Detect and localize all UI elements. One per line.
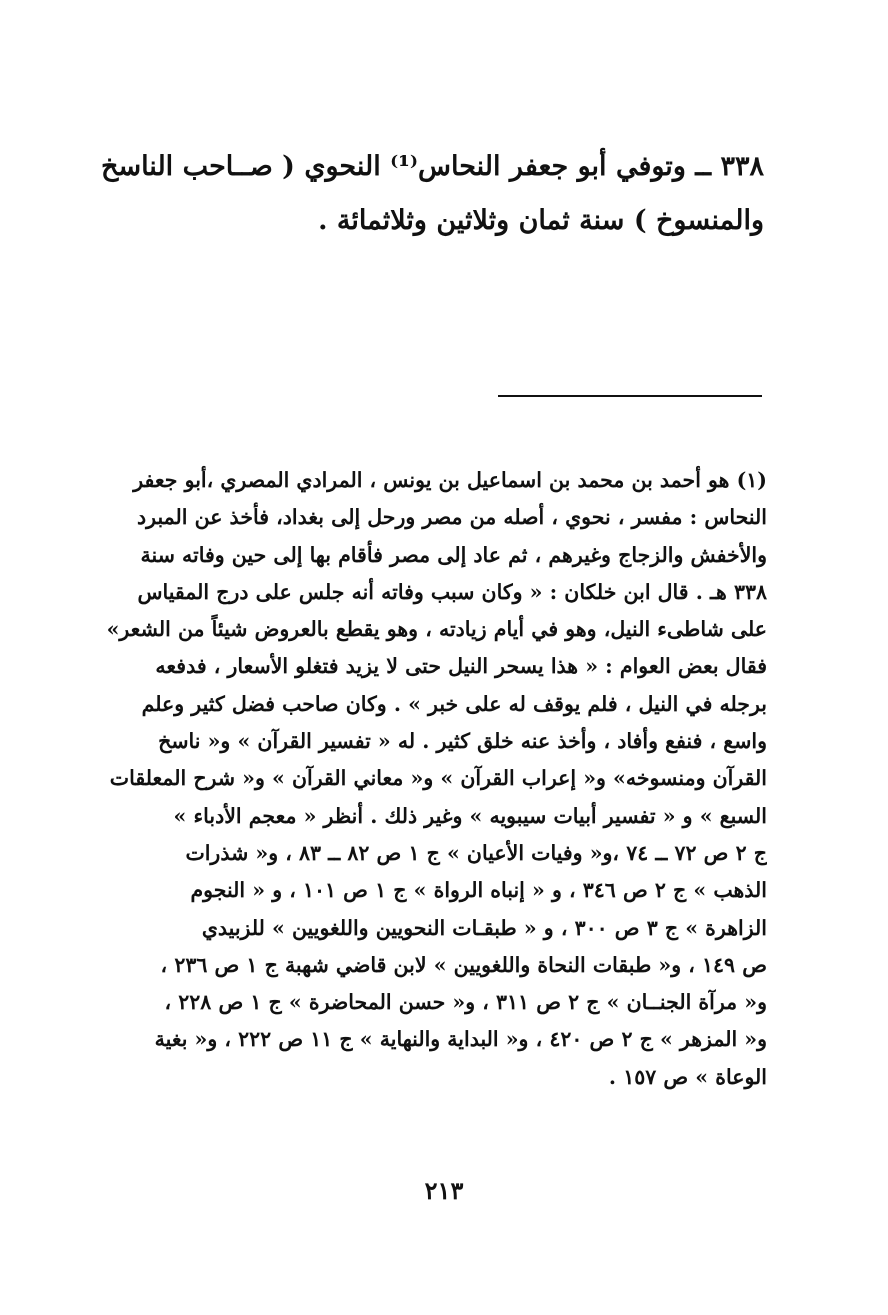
footnote-line: القرآن ومنسوخه» و« إعراب القرآن » و« معاني القرآن » و« شرح المعلقات bbox=[109, 766, 767, 791]
footnote-line: النحاس : مفسر ، نحوي ، أصله من مصر ورحل إلى بغداد، فأخذ عن المبرد bbox=[137, 505, 767, 530]
footnote-line: ص ١٤٩ ، و« طبقات النحاة واللغويين » لابن قاضي شهبة ج ١ ص ٢٣٦ ، bbox=[160, 952, 767, 977]
footnote-line: و« المزهر » ج ٢ ص ٤٢٠ ، و« البداية والنهاية » ج ١١ ص ٢٢٢ ، و« بغية bbox=[154, 1027, 767, 1052]
footnote-line: على شاطىء النيل، وهو في أيام زيادته ، وهو يقطع بالعروض شيئاً من الشعر» bbox=[106, 617, 767, 642]
page-number: ٢١٣ bbox=[424, 1176, 464, 1205]
footnote-line: فقال بعض العوام : « هذا يسحر النيل حتى لا يزيد فتغلو الأسعار ، فدفعه bbox=[155, 654, 767, 679]
footnote-line: الوعاة » ص ١٥٧ . bbox=[608, 1064, 767, 1089]
main-entry-line: والمنسوخ ) سنة ثمان وثلاثين وثلاثمائة . bbox=[318, 205, 764, 236]
footnote-line: واسع ، فنفع وأفاد ، وأخذ عنه خلق كثير . له « تفسير القرآن » و« ناسخ bbox=[158, 729, 767, 754]
footnote-block bbox=[95, 462, 767, 1096]
footnote-line: والأخفش والزجاج وغيرهم ، ثم عاد إلى مصر فأقام بها إلى حين وفاته سنة bbox=[140, 542, 767, 567]
footnote-line: الذهب » ج ٢ ص ٣٤٦ ، و « إنباه الرواة » ج ١ ص ١٠١ ، و « النجوم bbox=[190, 878, 767, 903]
footnote-line: (١) هو أحمد بن محمد بن اسماعيل بن يونس ، المرادي المصري ،أبو جعفر bbox=[133, 468, 767, 492]
footnote-line: ٣٣٨ هـ . قال ابن خلكان : « وكان سبب وفاته أنه جلس على درج المقياس bbox=[137, 579, 767, 604]
footnote-line: برجله في النيل ، فلم يوقف له على خبر » . وكان صاحب فضل كثير وعلم bbox=[141, 691, 767, 716]
main-entry-paragraph bbox=[98, 140, 764, 248]
footnote-line: ج ٢ ص ٧٢ ــ ٧٤ ،و« وفيات الأعيان » ج ١ ص ٨٢ ــ ٨٣ ، و« شذرات bbox=[185, 840, 767, 865]
main-entry-line: ٣٣٨ ــ وتوفي أبو جعفر النحاس⁽¹⁾ النحوي ( صــاحب الناسخ bbox=[101, 151, 764, 182]
footnote-line: السبع » و « تفسير أبيات سيبويه » وغير ذلك . أنظر « معجم الأدباء » bbox=[173, 803, 767, 828]
footnote-divider bbox=[498, 395, 762, 397]
footnote-line: و« مرآة الجنــان » ج ٢ ص ٣١١ ، و« حسن المحاضرة » ج ١ ص ٢٢٨ ، bbox=[164, 990, 767, 1015]
footnote-line: الزاهرة » ج ٣ ص ٣٠٠ ، و « طبقـات النحويين واللغويين » للزبيدي bbox=[201, 915, 767, 940]
